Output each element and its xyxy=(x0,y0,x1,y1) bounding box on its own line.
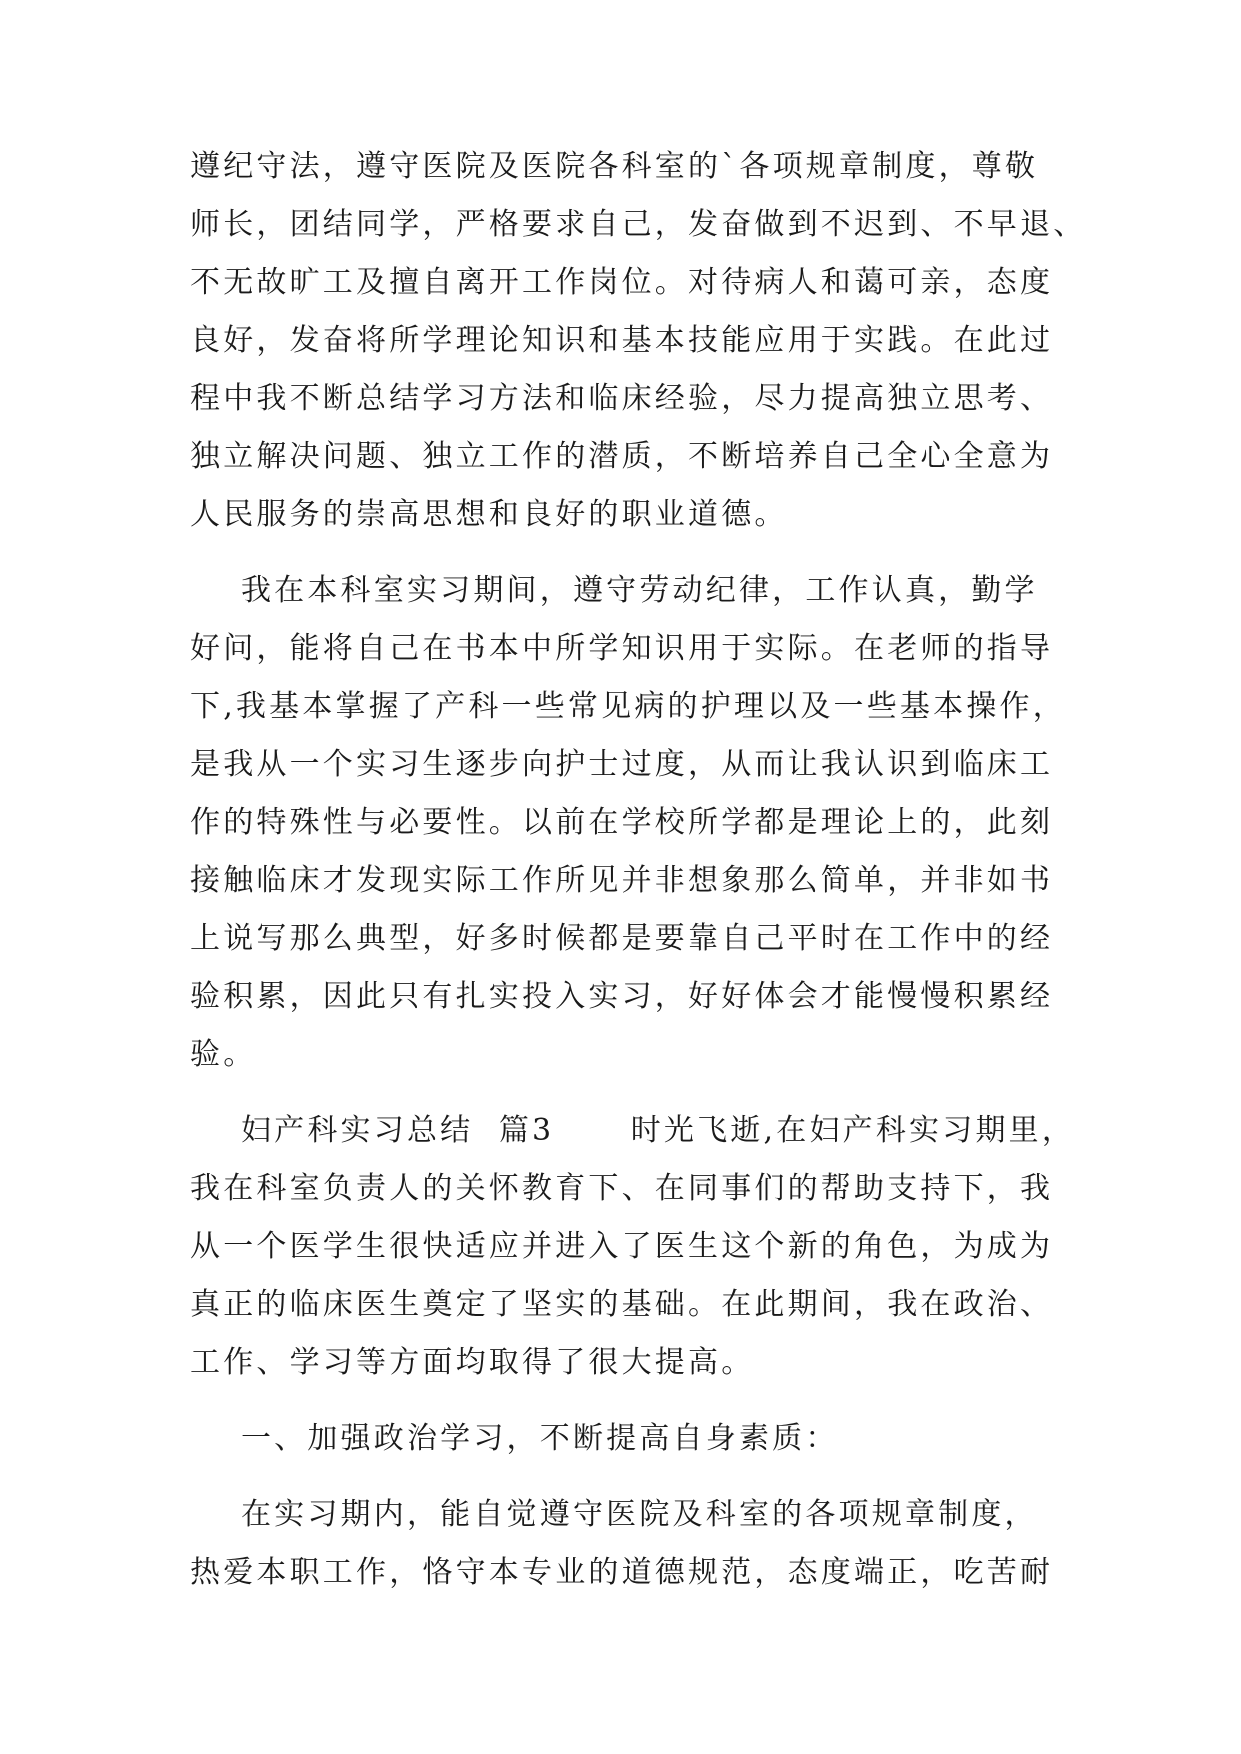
text-line: 真正的临床医生奠定了坚实的基础。在此期间，我在政治、 xyxy=(190,1287,1054,1322)
text-line: 妇产科实习总结 篇3 时光飞逝,在妇产科实习期里， xyxy=(190,1113,1076,1148)
text-line: 上说写那么典型，好多时候都是要靠自己平时在工作中的经 xyxy=(190,921,1054,956)
text-line: 独立解决问题、独立工作的潜质，不断培养自己全心全意为 xyxy=(190,439,1054,474)
text-line: 我在科室负责人的关怀教育下、在同事们的帮助支持下，我 xyxy=(190,1171,1054,1206)
text-line: 良好，发奋将所学理论知识和基本技能应用于实践。在此过 xyxy=(190,323,1054,358)
text-line: 好问，能将自己在书本中所学知识用于实际。在老师的指导 xyxy=(190,631,1054,666)
text-line: 是我从一个实习生逐步向护士过度，从而让我认识到临床工 xyxy=(190,747,1054,782)
text-line: 程中我不断总结学习方法和临床经验，尽力提高独立思考、 xyxy=(190,381,1054,416)
text-line: 验。 xyxy=(190,1037,257,1072)
text-line: 验积累，因此只有扎实投入实习，好好体会才能慢慢积累经 xyxy=(190,979,1054,1014)
text-line: 遵纪守法，遵守医院及医院各科室的`各项规章制度，尊敬 xyxy=(190,149,1039,184)
text-line: 师长，团结同学，严格要求自己，发奋做到不迟到、不早退、 xyxy=(190,207,1087,242)
text-line: 工作、学习等方面均取得了很大提高。 xyxy=(190,1345,755,1380)
text-line: 从一个医学生很快适应并进入了医生这个新的角色，为成为 xyxy=(190,1229,1054,1264)
text-line: 我在本科室实习期间，遵守劳动纪律，工作认真，勤学 xyxy=(190,573,1038,608)
text-line: 在实习期内，能自觉遵守医院及科室的各项规章制度， xyxy=(190,1497,1038,1532)
text-line: 人民服务的崇高思想和良好的职业道德。 xyxy=(190,497,788,532)
text-line: 一、加强政治学习，不断提高自身素质： xyxy=(190,1421,839,1456)
text-line: 热爱本职工作，恪守本专业的道德规范，态度端正，吃苦耐 xyxy=(190,1555,1054,1590)
text-line: 不无故旷工及擅自离开工作岗位。对待病人和蔼可亲，态度 xyxy=(190,265,1054,300)
text-line: 作的特殊性与必要性。以前在学校所学都是理论上的，此刻 xyxy=(190,805,1054,840)
text-line: 接触临床才发现实际工作所见并非想象那么简单，并非如书 xyxy=(190,863,1054,898)
text-line: 下,我基本掌握了产科一些常见病的护理以及一些基本操作， xyxy=(190,689,1066,724)
